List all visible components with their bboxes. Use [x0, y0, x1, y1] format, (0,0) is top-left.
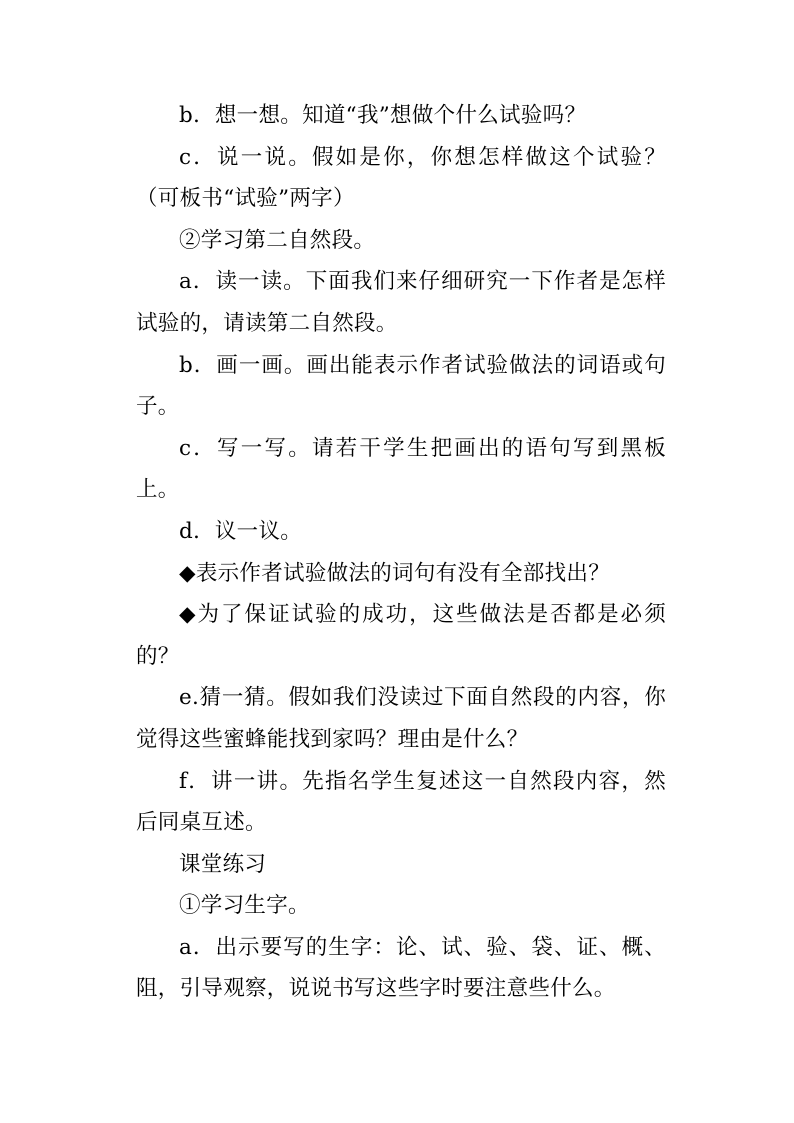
paragraph-learn-characters: ①学习生字。 — [179, 893, 310, 919]
paragraph-think: b．想一想。知道“我”想做个什么试验吗？ — [179, 103, 587, 128]
paragraph-show-characters: a．出示要写的生字：论、试、验、袋、证、概、阻，引导观察，说说书写这些字时要注意些什么。 — [136, 934, 666, 1002]
paragraph-discuss: d．议一议。 — [179, 518, 303, 544]
section-heading-classroom-practice: 课堂练习 — [179, 851, 267, 877]
paragraph-guess: e.猜一猜。假如我们没读过下面自然段的内容，你觉得这些蜜蜂能找到家吗？理由是什么？ — [136, 685, 666, 752]
paragraph-draw: b．画一画。画出能表示作者试验做法的词语或句子。 — [136, 352, 666, 420]
paragraph-speak: c．说一说。假如是你，你想怎样做这个试验？（可板书“试验”两字） — [136, 144, 666, 212]
paragraph-bullet-question-1: ◆表示作者试验做法的词句有没有全部找出？ — [179, 560, 611, 586]
paragraph-bullet-question-2: ◆为了保证试验的成功，这些做法是否都是必须的？ — [136, 602, 666, 669]
paragraph-retell: f．讲一讲。先指名学生复述这一自然段内容，然后同桌互述。 — [136, 768, 666, 836]
paragraph-read: a．读一读。下面我们来仔细研究一下作者是怎样试验的，请读第二自然段。 — [136, 269, 666, 336]
document-body — [136, 95, 666, 1010]
paragraph-write: c．写一写。请若干学生把画出的语句写到黑板上。 — [136, 435, 666, 503]
paragraph-study-second-section: ②学习第二自然段。 — [179, 227, 376, 253]
